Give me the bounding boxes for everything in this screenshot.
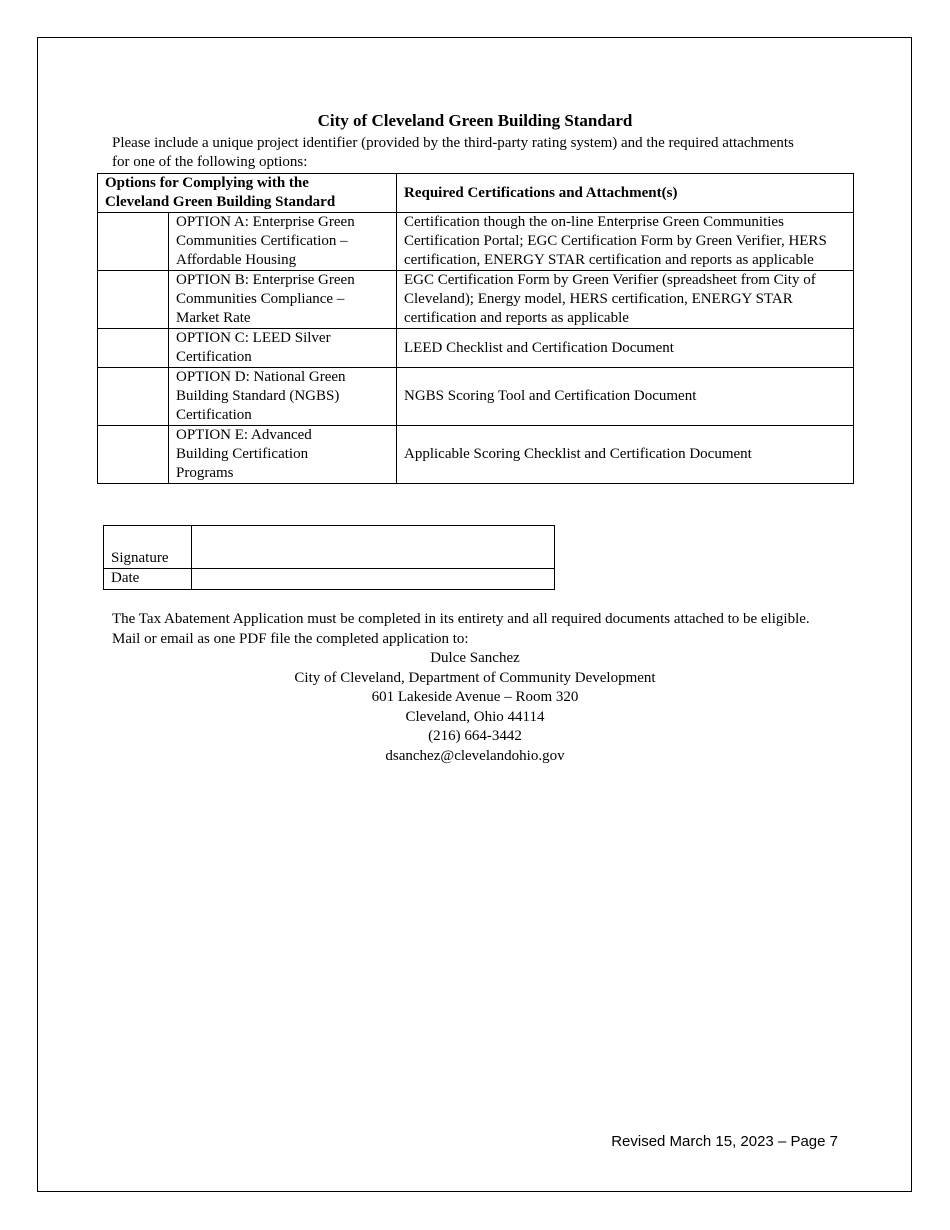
date-row xyxy=(104,569,555,590)
option-select-cell[interactable] xyxy=(98,329,169,368)
contact-name: Dulce Sanchez xyxy=(430,650,520,666)
option-line: OPTION C: LEED Silver xyxy=(176,330,331,346)
contact-city: Cleveland, Ohio 44114 xyxy=(405,708,545,725)
table-row xyxy=(98,329,854,368)
option-line: Market Rate xyxy=(176,310,251,326)
option-select-cell[interactable] xyxy=(98,271,169,329)
header-options xyxy=(98,174,397,213)
option-line: OPTION D: National Green xyxy=(176,369,346,385)
required-line: Certification Portal; EGC Certification Form by Green Verifier, HERS xyxy=(404,233,827,249)
option-line: Affordable Housing xyxy=(176,252,297,268)
table-row xyxy=(98,213,854,271)
required-line: EGC Certification Form by Green Verifier (spreadsheet from City of xyxy=(404,272,816,288)
table-row xyxy=(98,368,854,426)
header-options-line: Cleveland Green Building Standard xyxy=(105,194,336,210)
option-line: Programs xyxy=(176,465,234,481)
option-line: OPTION A: Enterprise Green xyxy=(176,214,355,230)
required-line: Cleveland); Energy model, HERS certification, ENERGY STAR xyxy=(404,291,793,307)
required-line: NGBS Scoring Tool and Certification Document xyxy=(404,388,697,404)
option-cell xyxy=(169,213,397,271)
option-line: Certification xyxy=(176,407,252,423)
page-title: City of Cleveland Green Building Standard xyxy=(317,111,633,130)
options-table xyxy=(97,173,854,484)
contact-department: City of Cleveland, Department of Community Development xyxy=(294,669,656,686)
required-line: LEED Checklist and Certification Document xyxy=(404,339,674,356)
option-line: Certification xyxy=(176,349,252,365)
required-cell xyxy=(397,426,854,484)
option-line: Communities Certification – xyxy=(176,233,348,249)
intro-line: Please include a unique project identifier (provided by the third-party rating system) and the required attachments xyxy=(112,135,794,151)
header-options-line: Options for Complying with the xyxy=(105,175,309,191)
option-cell xyxy=(169,426,397,484)
option-select-cell[interactable] xyxy=(98,213,169,271)
required-cell xyxy=(397,271,854,329)
option-line: Building Certification xyxy=(176,446,309,462)
signature-field[interactable] xyxy=(192,526,555,569)
signature-row xyxy=(104,526,555,569)
intro-text xyxy=(112,134,852,172)
contact-email: dsanchez@clevelandohio.gov xyxy=(385,747,565,764)
required-line: Applicable Scoring Checklist and Certification Document xyxy=(404,446,752,462)
page-footer: Revised March 15, 2023 – Page 7 xyxy=(611,1133,838,1150)
option-line: Communities Compliance – xyxy=(176,291,345,307)
option-select-cell[interactable] xyxy=(98,426,169,484)
date-field[interactable] xyxy=(192,569,555,590)
contact-address xyxy=(0,649,950,766)
required-line: Certification though the on-line Enterprise Green Communities xyxy=(404,214,784,230)
option-cell xyxy=(169,329,397,368)
date-label: Date xyxy=(104,569,192,590)
table-row xyxy=(98,426,854,484)
header-required: Required Certifications and Attachment(s) xyxy=(397,174,854,213)
closing-line: Mail or email as one PDF file the completed application to: xyxy=(112,630,469,647)
signature-table xyxy=(103,525,555,590)
required-cell xyxy=(397,213,854,271)
closing-line: The Tax Abatement Application must be completed in its entirety and all required documents attached to be eligible. xyxy=(112,611,810,627)
closing-text xyxy=(112,610,852,649)
table-header-row xyxy=(98,174,854,213)
intro-line: for one of the following options: xyxy=(112,154,308,170)
signature-label: Signature xyxy=(104,526,192,569)
option-select-cell[interactable] xyxy=(98,368,169,426)
contact-phone: (216) 664-3442 xyxy=(428,728,522,744)
required-line: certification and reports as applicable xyxy=(404,310,629,326)
table-row xyxy=(98,271,854,329)
required-cell xyxy=(397,368,854,426)
required-cell xyxy=(397,329,854,368)
option-line: OPTION E: Advanced xyxy=(176,427,312,443)
required-line: certification, ENERGY STAR certification and reports as applicable xyxy=(404,252,814,268)
contact-street: 601 Lakeside Avenue – Room 320 xyxy=(371,689,579,705)
option-line: Building Standard (NGBS) xyxy=(176,388,340,404)
option-cell xyxy=(169,271,397,329)
option-line: OPTION B: Enterprise Green xyxy=(176,272,355,288)
option-cell xyxy=(169,368,397,426)
